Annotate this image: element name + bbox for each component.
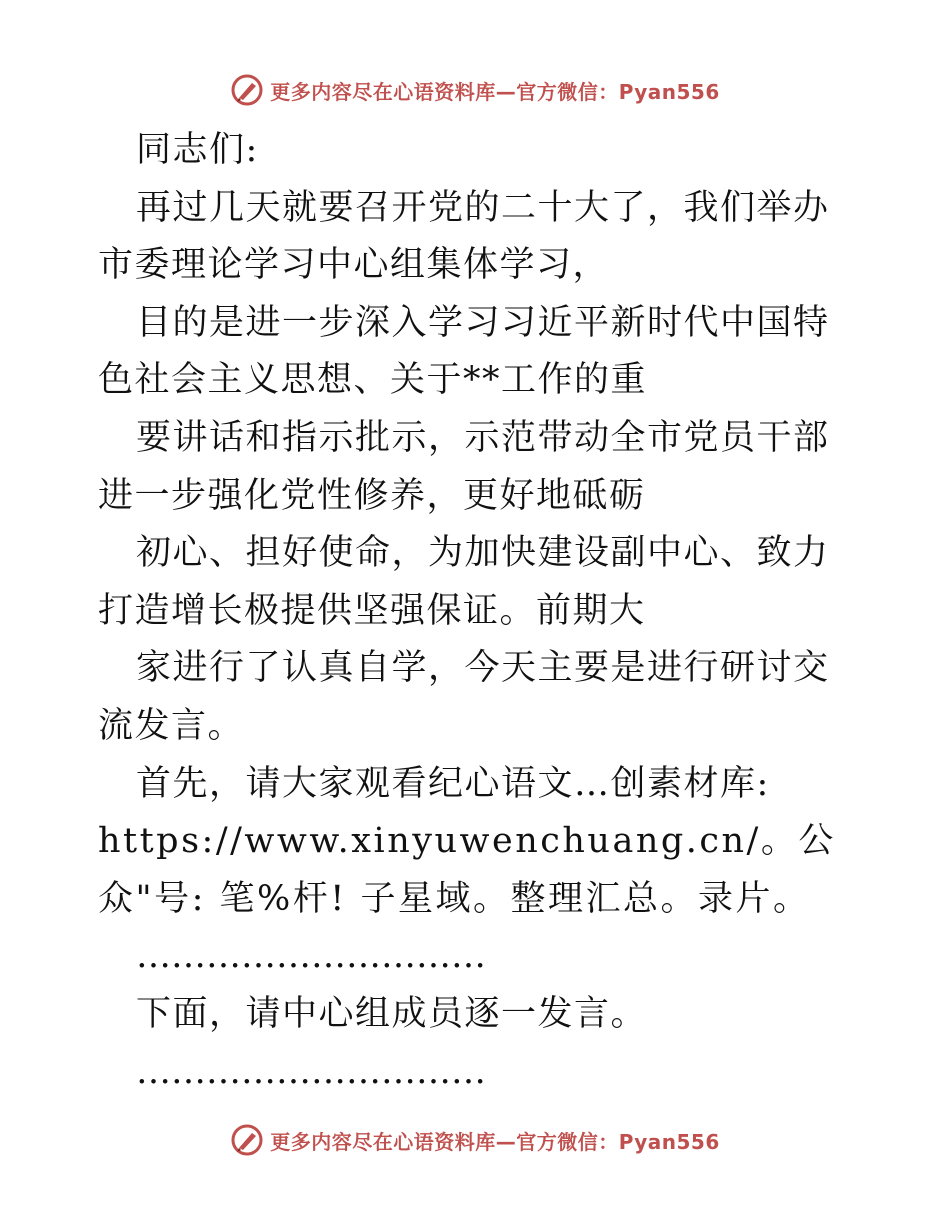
paragraph-1: 再过几天就要召开党的二十大了，我们举办市委理论学习中心组集体学习，: [98, 187, 830, 286]
header-banner-text: 更多内容尽在心语资料库—官方微信：Pyan556: [270, 79, 720, 104]
url-paragraph: https://www.xinyuwenchuang.cn/。公众"号: 笔%杆! 子星域。整理汇总。录片。: [98, 821, 836, 919]
paragraph-4: 初心、担好使命，为加快建设副中心、致力打造增长极提供坚强保证。前期大: [98, 533, 830, 631]
header-banner: [0, 70, 950, 110]
paragraph-7: 下面，请中心组成员逐一发言。: [136, 993, 648, 1034]
pen-seal-icon: [230, 73, 264, 107]
paragraph-6: 首先，请大家观看纪心语文…创素材库:: [136, 763, 770, 804]
ellipsis-1: …………………………: [136, 936, 486, 977]
paragraph-5: 家进行了认真自学，今天主要是进行研讨交流发言。: [98, 648, 830, 746]
footer-banner-text: 更多内容尽在心语资料库—官方微信：Pyan556: [270, 1129, 720, 1154]
document-body: [98, 122, 858, 1101]
salutation: 同志们:: [136, 130, 259, 170]
ellipsis-2: …………………………: [136, 1051, 486, 1092]
paragraph-3: 要讲话和指示批示，示范带动全市党员干部进一步强化党性修养，更好地砥砺: [98, 417, 830, 516]
pen-seal-icon: [230, 1123, 264, 1157]
footer-banner: [0, 1120, 950, 1160]
paragraph-2: 目的是进一步深入学习习近平新时代中国特色社会主义思想、关于**工作的重: [98, 302, 830, 401]
